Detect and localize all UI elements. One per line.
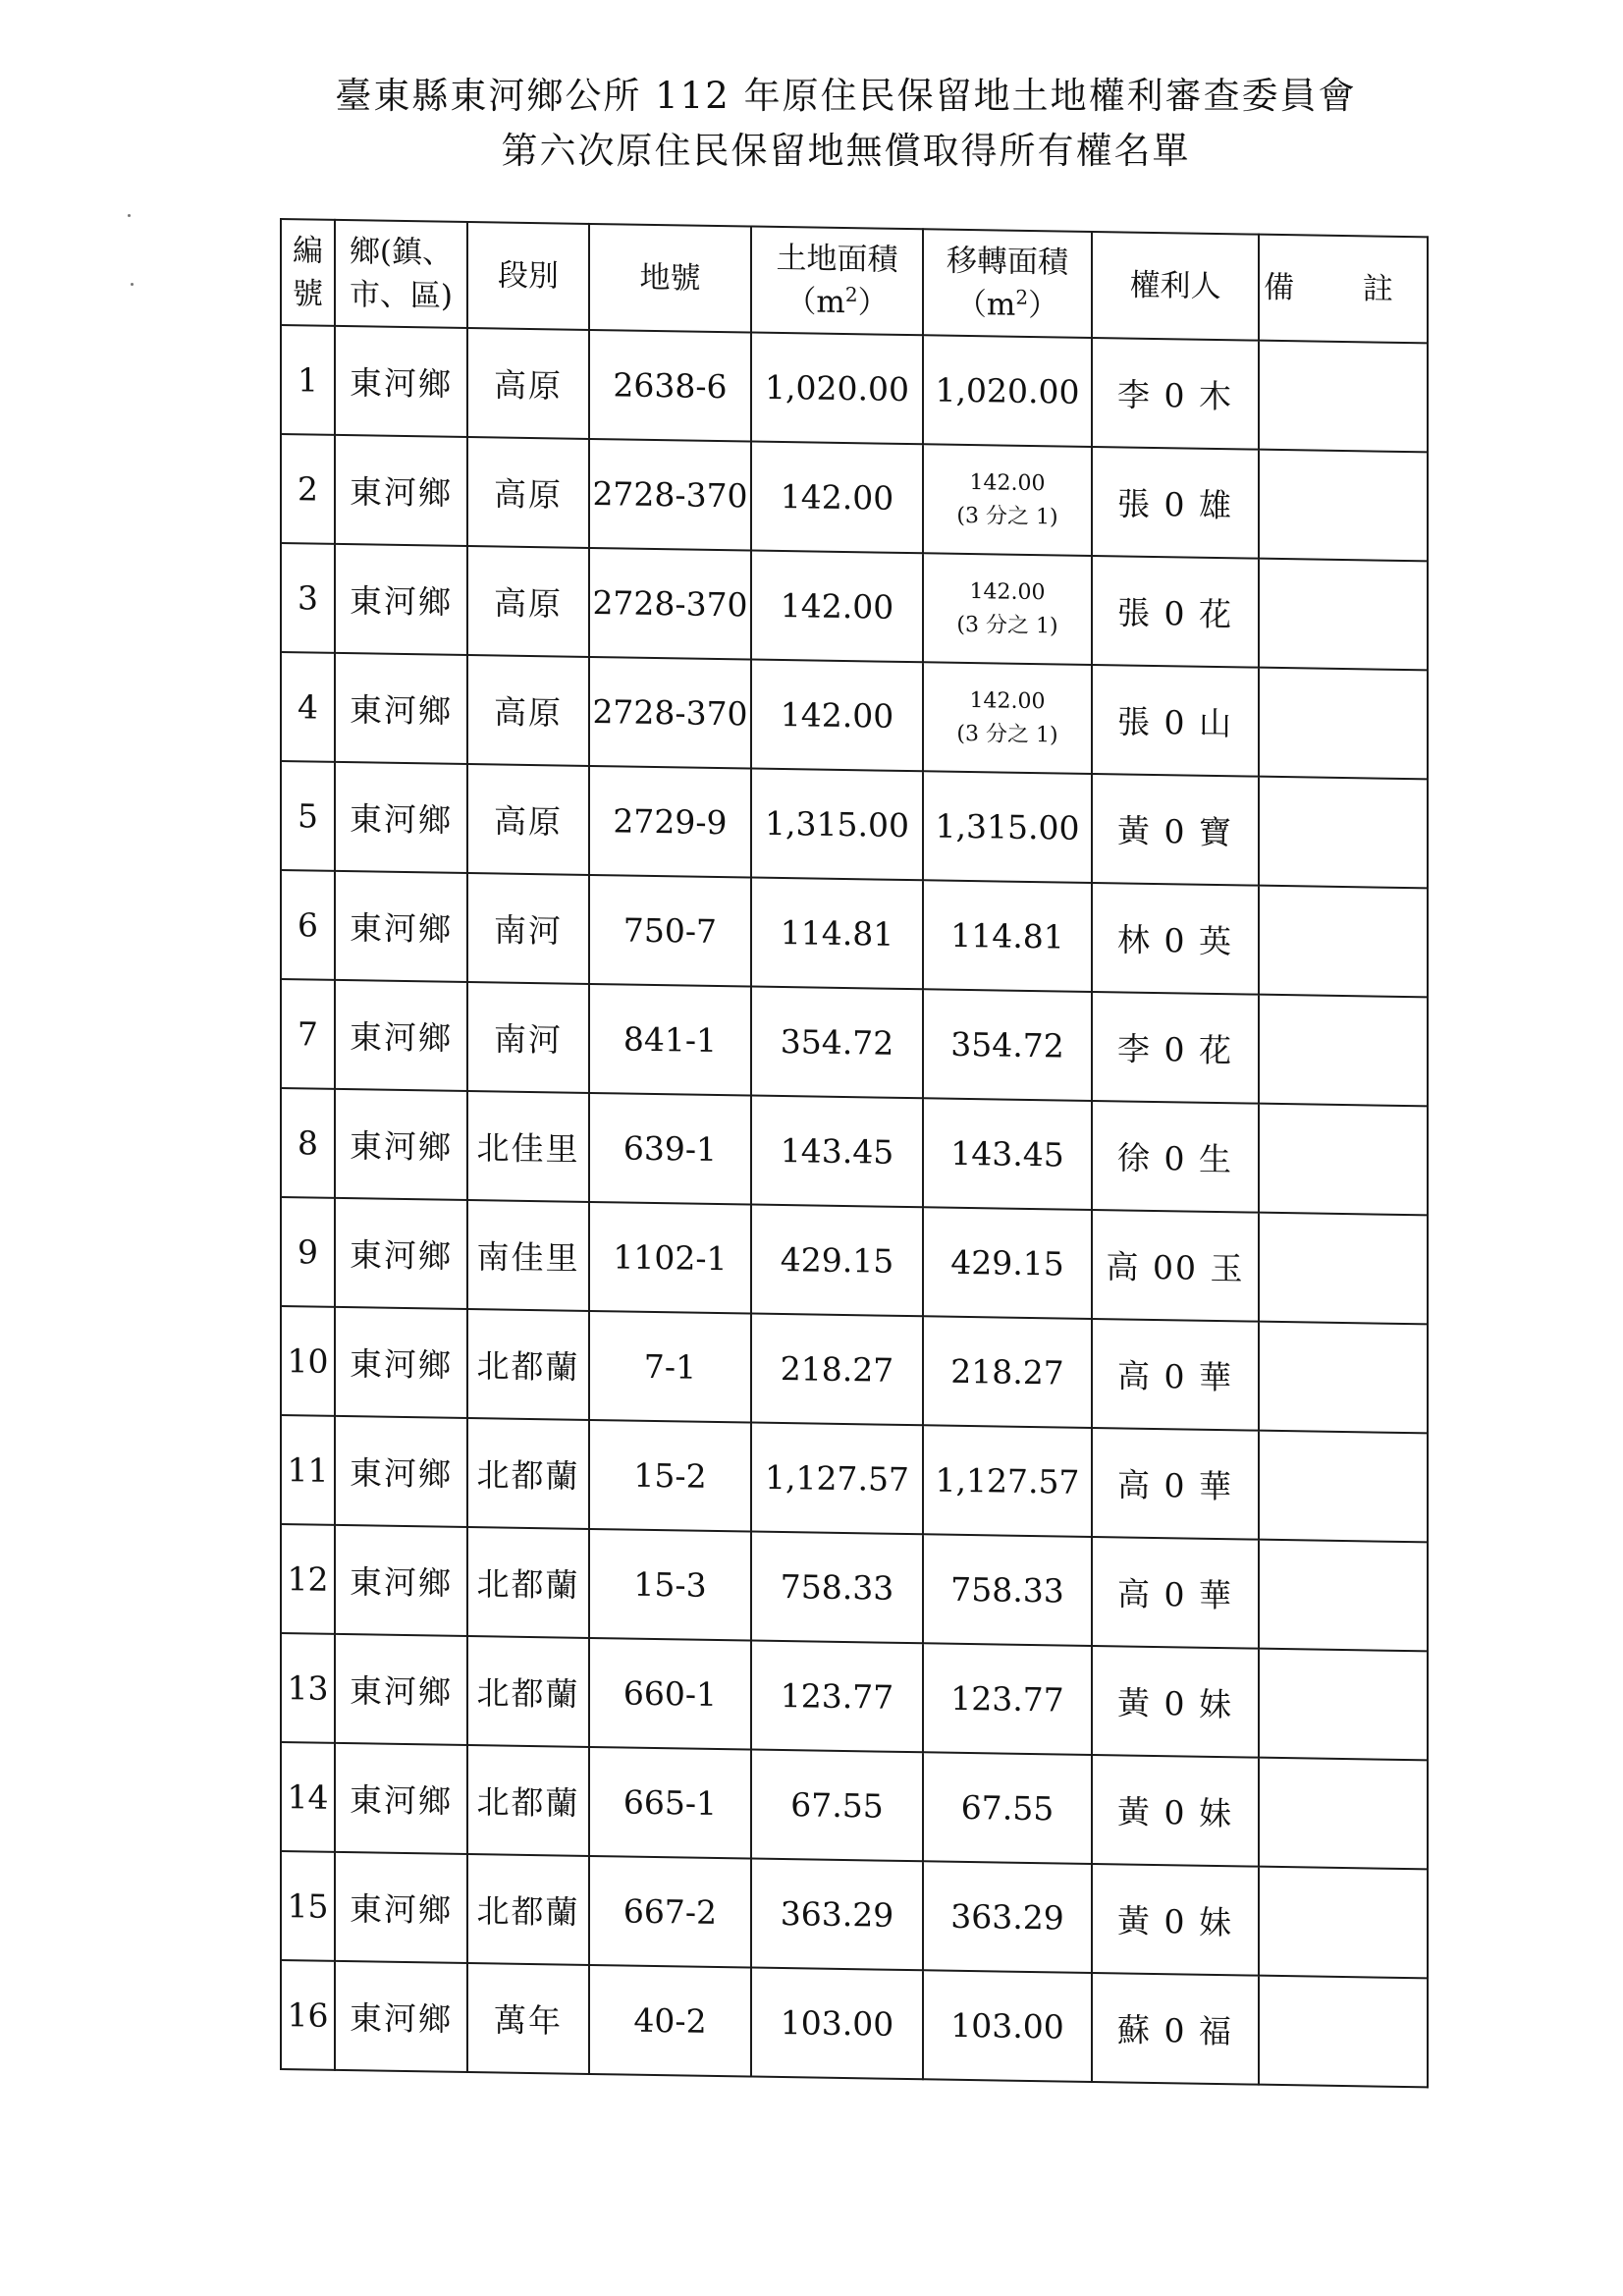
row-transfer-area: 363.29 bbox=[923, 1861, 1092, 1973]
row-section: 北都蘭 bbox=[467, 1418, 589, 1529]
row-land-area: 429.15 bbox=[751, 1205, 923, 1317]
row-land-area: 363.29 bbox=[751, 1859, 923, 1971]
row-lot-number: 2638-6 bbox=[589, 330, 751, 442]
scan-speck bbox=[128, 214, 131, 217]
row-remark bbox=[1259, 1104, 1428, 1216]
table-header-row bbox=[281, 219, 1428, 343]
row-transfer-share-note: (3 分之 1) bbox=[956, 503, 1058, 529]
row-remark bbox=[1259, 559, 1428, 671]
row-township: 東河鄉 bbox=[335, 326, 467, 437]
row-section: 高原 bbox=[467, 764, 589, 875]
row-section: 高原 bbox=[467, 437, 589, 548]
row-section: 萬年 bbox=[467, 1963, 589, 2074]
row-number: 8 bbox=[281, 1088, 335, 1198]
row-transfer-area bbox=[923, 553, 1092, 665]
row-transfer-area-value: 142.00 bbox=[969, 687, 1046, 714]
row-transfer-area: 758.33 bbox=[923, 1534, 1092, 1646]
row-number: 10 bbox=[281, 1306, 335, 1416]
row-township: 東河鄉 bbox=[335, 980, 467, 1091]
row-owner: 高 00 玉 bbox=[1092, 1210, 1259, 1322]
row-township: 東河鄉 bbox=[335, 544, 467, 655]
row-lot-number: 40-2 bbox=[589, 1965, 751, 2077]
row-lot-number: 15-2 bbox=[589, 1420, 751, 1532]
row-section: 高原 bbox=[467, 655, 589, 766]
table-row bbox=[281, 1524, 1428, 1651]
row-remark bbox=[1259, 1758, 1428, 1870]
row-owner: 張 0 花 bbox=[1092, 556, 1259, 668]
row-lot-number: 2728-370 bbox=[589, 657, 751, 769]
row-transfer-area: 1,315.00 bbox=[923, 771, 1092, 883]
row-transfer-area-value: 142.00 bbox=[969, 578, 1046, 605]
row-land-area: 114.81 bbox=[751, 878, 923, 990]
row-owner: 高 0 華 bbox=[1092, 1428, 1259, 1540]
row-section: 高原 bbox=[467, 546, 589, 657]
row-land-area: 1,127.57 bbox=[751, 1423, 923, 1535]
row-lot-number: 2729-9 bbox=[589, 766, 751, 878]
row-number: 14 bbox=[281, 1742, 335, 1852]
table-row bbox=[281, 979, 1428, 1106]
table-row bbox=[281, 1960, 1428, 2087]
row-section: 北佳里 bbox=[467, 1091, 589, 1202]
row-land-area: 758.33 bbox=[751, 1532, 923, 1644]
row-transfer-area: 218.27 bbox=[923, 1316, 1092, 1428]
row-township: 東河鄉 bbox=[335, 1961, 467, 2072]
row-land-area: 142.00 bbox=[751, 551, 923, 663]
row-township: 東河鄉 bbox=[335, 871, 467, 982]
row-remark bbox=[1259, 1649, 1428, 1761]
scan-speck bbox=[131, 283, 134, 286]
row-lot-number: 660-1 bbox=[589, 1638, 751, 1750]
row-township: 東河鄉 bbox=[335, 1525, 467, 1636]
header-land-area: 土地面積 $(m^2)$ bbox=[751, 227, 923, 336]
row-transfer-area: 429.15 bbox=[923, 1207, 1092, 1319]
row-land-area: 103.00 bbox=[751, 1968, 923, 2080]
row-owner: 李 0 花 bbox=[1092, 992, 1259, 1104]
row-land-area: 67.55 bbox=[751, 1750, 923, 1862]
row-township: 東河鄉 bbox=[335, 1307, 467, 1418]
row-lot-number: 750-7 bbox=[589, 875, 751, 987]
row-section: 南佳里 bbox=[467, 1200, 589, 1311]
row-township: 東河鄉 bbox=[335, 1743, 467, 1854]
row-owner: 高 0 華 bbox=[1092, 1537, 1259, 1649]
row-transfer-share-note: (3 分之 1) bbox=[956, 612, 1058, 638]
row-land-area: 143.45 bbox=[751, 1096, 923, 1208]
table-row bbox=[281, 1742, 1428, 1869]
row-owner: 黃 0 妹 bbox=[1092, 1646, 1259, 1758]
row-owner: 黃 0 妹 bbox=[1092, 1755, 1259, 1867]
row-lot-number: 2728-370 bbox=[589, 439, 751, 551]
row-township: 東河鄉 bbox=[335, 1416, 467, 1527]
document-title bbox=[0, 69, 1623, 179]
row-owner: 黃 0 妹 bbox=[1092, 1864, 1259, 1976]
row-township: 東河鄉 bbox=[335, 435, 467, 546]
header-section: 段別 bbox=[467, 222, 589, 330]
row-section: 北都蘭 bbox=[467, 1854, 589, 1965]
row-number: 11 bbox=[281, 1415, 335, 1525]
row-transfer-area: 354.72 bbox=[923, 989, 1092, 1101]
header-owner: 權利人 bbox=[1092, 232, 1259, 341]
row-township: 東河鄉 bbox=[335, 1634, 467, 1745]
table-row bbox=[281, 870, 1428, 997]
row-lot-number: 7-1 bbox=[589, 1311, 751, 1423]
row-remark bbox=[1259, 668, 1428, 780]
table-row bbox=[281, 1633, 1428, 1760]
row-transfer-area: 103.00 bbox=[923, 1970, 1092, 2082]
row-number: 6 bbox=[281, 870, 335, 980]
row-transfer-area bbox=[923, 444, 1092, 556]
row-transfer-area: 114.81 bbox=[923, 880, 1092, 992]
row-land-area: 123.77 bbox=[751, 1641, 923, 1753]
row-remark bbox=[1259, 777, 1428, 889]
table-row bbox=[281, 1851, 1428, 1978]
row-lot-number: 667-2 bbox=[589, 1856, 751, 1968]
row-lot-number: 639-1 bbox=[589, 1093, 751, 1205]
row-remark bbox=[1259, 1976, 1428, 2088]
row-owner: 黃 0 寶 bbox=[1092, 774, 1259, 886]
row-owner: 高 0 華 bbox=[1092, 1319, 1259, 1431]
row-remark bbox=[1259, 1213, 1428, 1325]
row-remark bbox=[1259, 450, 1428, 562]
row-number: 12 bbox=[281, 1524, 335, 1634]
table-row bbox=[281, 1088, 1428, 1215]
table-body bbox=[281, 325, 1428, 2087]
row-transfer-share-note: (3 分之 1) bbox=[956, 721, 1058, 747]
row-section: 南河 bbox=[467, 982, 589, 1093]
row-number: 2 bbox=[281, 434, 335, 544]
row-lot-number: 2728-370 bbox=[589, 548, 751, 660]
table-row bbox=[281, 1197, 1428, 1324]
row-land-area: 1,020.00 bbox=[751, 333, 923, 445]
row-owner: 蘇 0 福 bbox=[1092, 1973, 1259, 2085]
table-row bbox=[281, 325, 1428, 452]
row-land-area: 218.27 bbox=[751, 1314, 923, 1426]
row-township: 東河鄉 bbox=[335, 1198, 467, 1309]
row-transfer-area: 1,020.00 bbox=[923, 335, 1092, 447]
header-township: 鄉(鎮、 市、區) bbox=[335, 220, 467, 328]
row-transfer-area bbox=[923, 662, 1092, 774]
row-number: 5 bbox=[281, 761, 335, 871]
title-line-1: 臺東縣東河鄉公所 112 年原住民保留地土地權利審查委員會 bbox=[335, 75, 1357, 117]
title-line-2: 第六次原住民保留地無償取得所有權名單 bbox=[501, 130, 1191, 172]
header-lot: 地號 bbox=[589, 224, 751, 333]
table-row bbox=[281, 761, 1428, 888]
row-transfer-area-value: 142.00 bbox=[969, 469, 1046, 496]
row-remark bbox=[1259, 995, 1428, 1107]
row-section: 北都蘭 bbox=[467, 1527, 589, 1638]
row-township: 東河鄉 bbox=[335, 1852, 467, 1963]
row-township: 東河鄉 bbox=[335, 1089, 467, 1200]
row-number: 3 bbox=[281, 543, 335, 653]
row-section: 南河 bbox=[467, 873, 589, 984]
row-remark bbox=[1259, 1867, 1428, 1979]
row-number: 15 bbox=[281, 1851, 335, 1961]
row-lot-number: 15-3 bbox=[589, 1529, 751, 1641]
row-land-area: 142.00 bbox=[751, 442, 923, 554]
row-owner: 張 0 山 bbox=[1092, 665, 1259, 777]
row-transfer-area: 143.45 bbox=[923, 1098, 1092, 1210]
row-land-area: 142.00 bbox=[751, 660, 923, 772]
row-remark bbox=[1259, 886, 1428, 998]
header-transfer-area: 移轉面積 $(m^2)$ bbox=[923, 229, 1092, 338]
row-lot-number: 1102-1 bbox=[589, 1202, 751, 1314]
land-roster-table bbox=[280, 218, 1429, 2088]
row-owner: 張 0 雄 bbox=[1092, 447, 1259, 559]
table-wrapper bbox=[280, 218, 1427, 2088]
row-section: 北都蘭 bbox=[467, 1636, 589, 1747]
row-township: 東河鄉 bbox=[335, 653, 467, 764]
row-number: 1 bbox=[281, 325, 335, 435]
row-transfer-area: 1,127.57 bbox=[923, 1425, 1092, 1537]
row-number: 13 bbox=[281, 1633, 335, 1743]
row-lot-number: 665-1 bbox=[589, 1747, 751, 1859]
row-number: 7 bbox=[281, 979, 335, 1089]
row-lot-number: 841-1 bbox=[589, 984, 751, 1096]
table-row bbox=[281, 1306, 1428, 1433]
table-row bbox=[281, 1415, 1428, 1542]
row-remark bbox=[1259, 1431, 1428, 1543]
row-land-area: 1,315.00 bbox=[751, 769, 923, 881]
header-remark: 備 註 bbox=[1259, 235, 1428, 344]
row-section: 北都蘭 bbox=[467, 1745, 589, 1856]
row-transfer-area: 123.77 bbox=[923, 1643, 1092, 1755]
row-number: 9 bbox=[281, 1197, 335, 1307]
row-number: 4 bbox=[281, 652, 335, 762]
table-row bbox=[281, 652, 1428, 779]
row-land-area: 354.72 bbox=[751, 987, 923, 1099]
row-owner: 林 0 英 bbox=[1092, 883, 1259, 995]
row-remark bbox=[1259, 1540, 1428, 1652]
row-township: 東河鄉 bbox=[335, 762, 467, 873]
row-transfer-area: 67.55 bbox=[923, 1752, 1092, 1864]
row-owner: 李 0 木 bbox=[1092, 338, 1259, 450]
row-remark bbox=[1259, 1322, 1428, 1434]
row-section: 北都蘭 bbox=[467, 1309, 589, 1420]
table-row bbox=[281, 543, 1428, 670]
row-remark bbox=[1259, 341, 1428, 453]
row-number: 16 bbox=[281, 1960, 335, 2070]
table-row bbox=[281, 434, 1428, 561]
row-section: 高原 bbox=[467, 328, 589, 439]
header-no: 編 號 bbox=[281, 219, 335, 326]
row-owner: 徐 0 生 bbox=[1092, 1101, 1259, 1213]
